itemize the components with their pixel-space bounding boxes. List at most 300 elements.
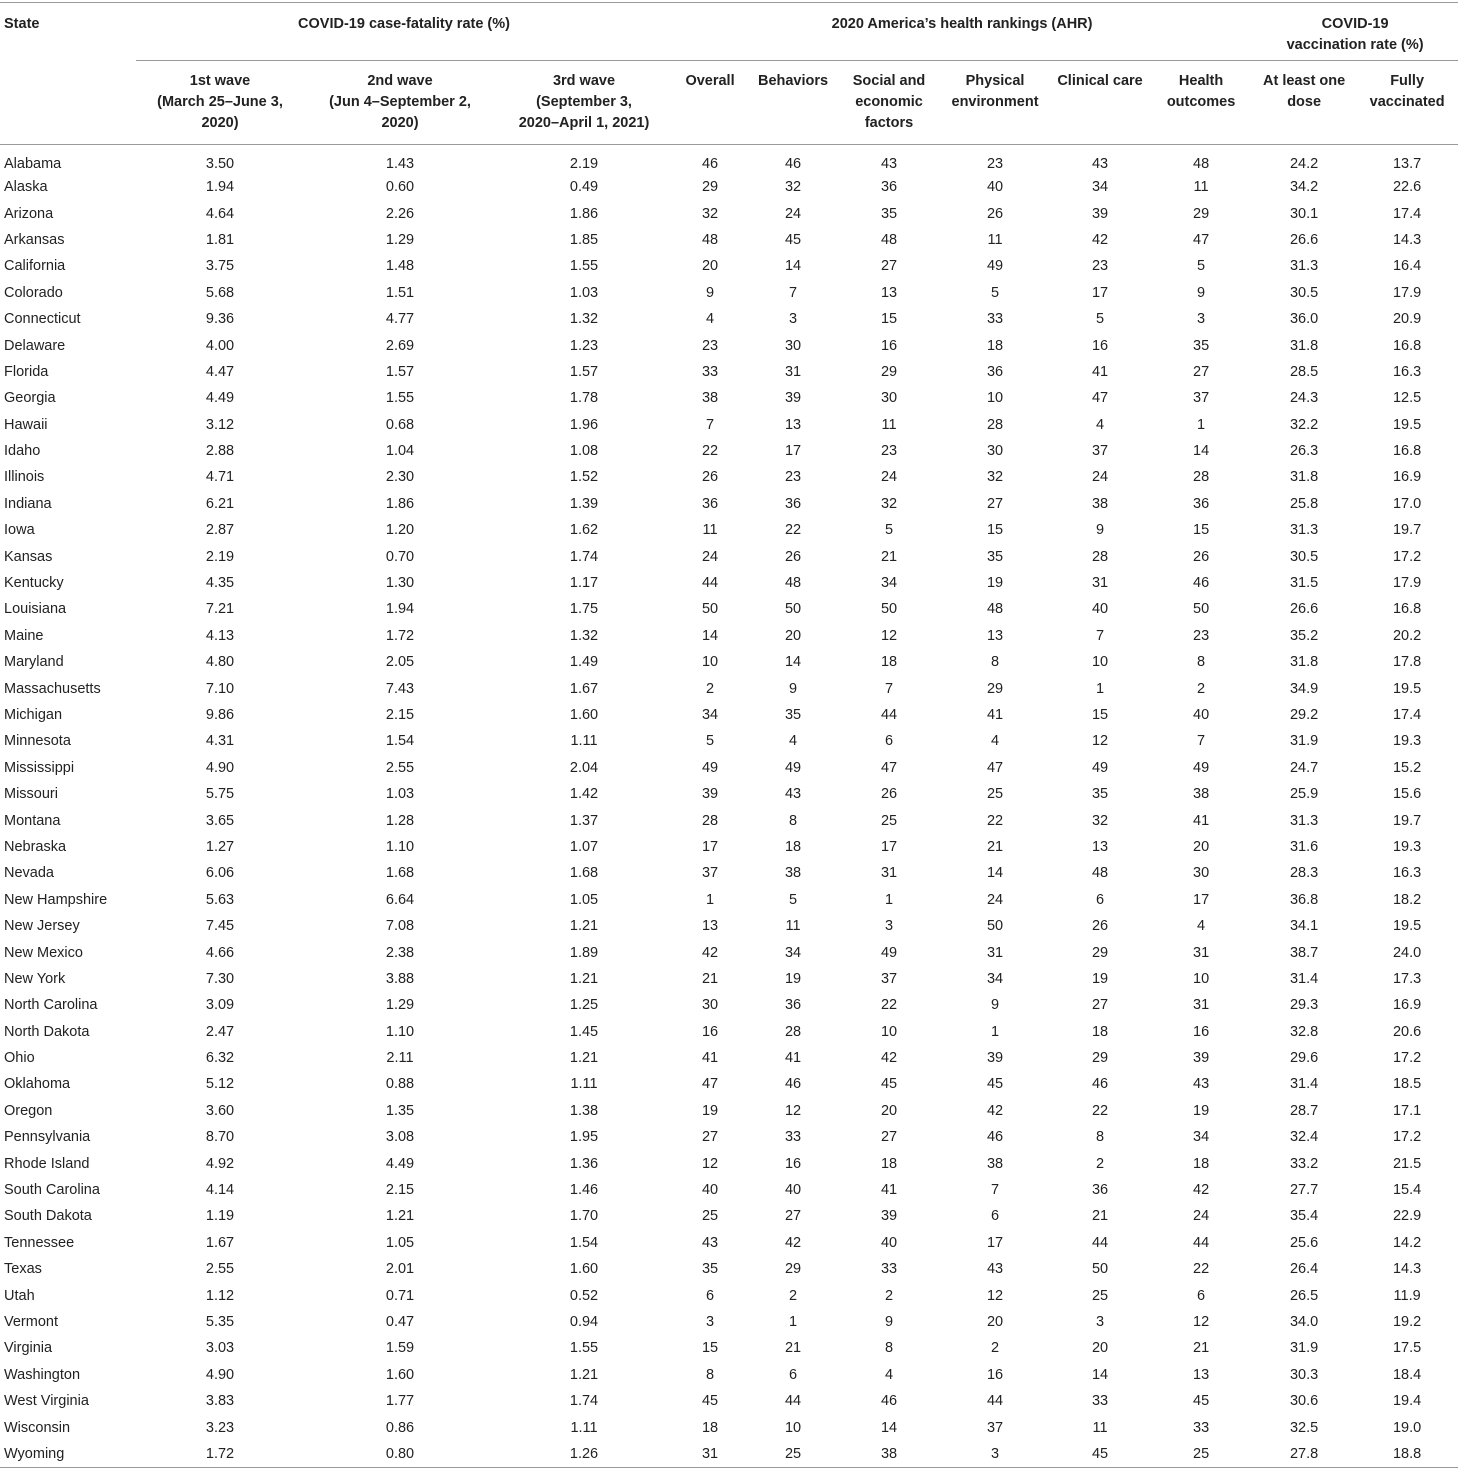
cell-wave3-cfr: 1.45 xyxy=(569,1023,599,1040)
cell-wave3-cfr: 1.86 xyxy=(569,205,599,222)
cell-wave1-cfr: 3.60 xyxy=(205,1102,235,1119)
cell-social-rank: 20 xyxy=(880,1102,898,1119)
cell-overall-rank: 8 xyxy=(705,1366,715,1383)
cell-fully-vaccinated-rate: 20.6 xyxy=(1392,1023,1422,1040)
cell-outcomes-rank: 42 xyxy=(1193,1182,1210,1199)
cell-wave1-cfr: 1.12 xyxy=(205,1287,235,1304)
cell-wave2-cfr: 1.04 xyxy=(385,443,415,460)
cell-wave1-cfr: 4.35 xyxy=(205,575,235,592)
cell-behaviors-rank: 34 xyxy=(784,944,802,961)
cell-wave2-cfr: 3.08 xyxy=(385,1129,415,1146)
cell-wave3-cfr: 1.49 xyxy=(569,654,599,671)
cell-physical-rank: 48 xyxy=(986,601,1004,618)
cell-one-dose-rate: 35.4 xyxy=(1289,1208,1319,1225)
cell-fully-vaccinated-rate: 16.9 xyxy=(1392,997,1422,1014)
cell-outcomes-rank: 50 xyxy=(1193,601,1210,618)
cell-physical-rank: 22 xyxy=(986,812,1004,829)
column-header-one-dose xyxy=(1252,61,1356,145)
cell-physical-rank: 29 xyxy=(986,680,1004,697)
cell-wave3-cfr: 1.21 xyxy=(569,970,599,987)
cell-clinical-rank: 43 xyxy=(1091,156,1109,172)
cell-outcomes-rank: 39 xyxy=(1193,1050,1210,1067)
header-line: Health xyxy=(1178,73,1224,89)
cell-one-dose-rate: 31.9 xyxy=(1289,733,1319,750)
cell-overall-rank: 16 xyxy=(701,1023,719,1040)
cell-behaviors-rank: 5 xyxy=(788,891,798,908)
cell-clinical-rank: 1 xyxy=(1095,680,1105,697)
cell-wave2-cfr: 1.30 xyxy=(385,575,415,592)
cell-outcomes-rank: 48 xyxy=(1193,156,1210,172)
cell-wave2-cfr: 1.77 xyxy=(385,1393,415,1410)
cell-overall-rank: 43 xyxy=(701,1234,719,1251)
cell-state: Hawaii xyxy=(4,416,48,433)
cell-fully-vaccinated-rate: 19.5 xyxy=(1392,680,1422,697)
cell-outcomes-rank: 31 xyxy=(1193,997,1210,1014)
cell-fully-vaccinated-rate: 16.8 xyxy=(1392,601,1422,618)
cell-overall-rank: 36 xyxy=(701,495,719,512)
cell-clinical-rank: 50 xyxy=(1091,1261,1109,1278)
cell-state: Maryland xyxy=(4,654,64,671)
table-row xyxy=(0,702,1458,728)
cell-physical-rank: 41 xyxy=(986,707,1004,723)
cell-state: South Carolina xyxy=(4,1182,100,1199)
cell-wave2-cfr: 1.21 xyxy=(385,1208,415,1225)
cell-one-dose-rate: 30.5 xyxy=(1289,548,1319,565)
cell-overall-rank: 25 xyxy=(701,1208,719,1225)
cell-clinical-rank: 12 xyxy=(1091,733,1109,750)
cell-clinical-rank: 5 xyxy=(1095,311,1105,328)
cell-physical-rank: 12 xyxy=(986,1287,1004,1304)
cell-clinical-rank: 6 xyxy=(1095,891,1105,908)
table-row xyxy=(0,1098,1458,1124)
cell-outcomes-rank: 29 xyxy=(1193,205,1210,222)
cell-physical-rank: 19 xyxy=(986,575,1004,592)
cell-wave2-cfr: 6.64 xyxy=(385,891,415,908)
cell-wave2-cfr: 1.59 xyxy=(385,1340,415,1357)
cell-clinical-rank: 20 xyxy=(1091,1340,1109,1357)
cell-clinical-rank: 16 xyxy=(1091,337,1109,354)
cell-overall-rank: 33 xyxy=(701,363,719,380)
cell-wave3-cfr: 1.38 xyxy=(569,1102,599,1119)
cell-wave1-cfr: 4.80 xyxy=(205,654,235,671)
cell-social-rank: 37 xyxy=(880,970,898,987)
cell-clinical-rank: 26 xyxy=(1091,918,1109,935)
cell-fully-vaccinated-rate: 19.3 xyxy=(1392,733,1422,750)
cell-wave2-cfr: 1.35 xyxy=(385,1102,415,1119)
cell-state: Utah xyxy=(4,1287,35,1304)
cell-one-dose-rate: 24.3 xyxy=(1289,390,1319,407)
cell-wave1-cfr: 6.32 xyxy=(205,1050,235,1067)
cell-wave2-cfr: 1.72 xyxy=(385,627,415,644)
cell-outcomes-rank: 49 xyxy=(1193,759,1210,776)
cell-wave2-cfr: 2.11 xyxy=(386,1050,414,1067)
cell-physical-rank: 34 xyxy=(986,970,1004,987)
cell-fully-vaccinated-rate: 18.2 xyxy=(1392,891,1422,908)
header-line: 3rd wave xyxy=(552,73,616,89)
cell-behaviors-rank: 14 xyxy=(784,258,802,275)
cell-wave1-cfr: 5.68 xyxy=(205,284,235,301)
cell-state: Wisconsin xyxy=(4,1419,71,1436)
table-row xyxy=(0,807,1458,833)
cell-wave1-cfr: 4.66 xyxy=(205,944,235,961)
cell-behaviors-rank: 6 xyxy=(788,1366,798,1383)
cell-overall-rank: 34 xyxy=(701,707,719,723)
cell-wave1-cfr: 5.63 xyxy=(205,891,235,908)
cell-outcomes-rank: 16 xyxy=(1193,1023,1210,1040)
data-table xyxy=(0,2,1458,1468)
cell-clinical-rank: 18 xyxy=(1091,1023,1109,1040)
cell-wave3-cfr: 1.21 xyxy=(569,918,599,935)
cell-fully-vaccinated-rate: 20.9 xyxy=(1392,311,1422,328)
cell-social-rank: 12 xyxy=(880,627,898,644)
cell-social-rank: 13 xyxy=(880,284,898,301)
cell-social-rank: 18 xyxy=(880,1155,898,1172)
cell-outcomes-rank: 13 xyxy=(1193,1366,1210,1383)
cell-wave1-cfr: 1.72 xyxy=(205,1445,235,1462)
cell-fully-vaccinated-rate: 17.2 xyxy=(1392,548,1422,565)
cell-clinical-rank: 46 xyxy=(1091,1076,1109,1093)
cell-one-dose-rate: 24.7 xyxy=(1289,759,1319,776)
cell-wave3-cfr: 0.52 xyxy=(569,1287,599,1304)
cell-overall-rank: 50 xyxy=(701,601,719,618)
table-row xyxy=(0,675,1458,701)
cell-social-rank: 27 xyxy=(880,258,898,275)
group-header-vaccination-line2: vaccination rate (%) xyxy=(1286,37,1424,53)
cell-one-dose-rate: 28.3 xyxy=(1289,865,1319,882)
cell-physical-rank: 5 xyxy=(990,284,1000,301)
cell-state: North Dakota xyxy=(4,1023,90,1040)
cell-one-dose-rate: 24.2 xyxy=(1289,156,1319,172)
cell-clinical-rank: 29 xyxy=(1091,944,1109,961)
cell-behaviors-rank: 31 xyxy=(784,363,802,380)
cell-social-rank: 39 xyxy=(880,1208,898,1225)
cell-clinical-rank: 19 xyxy=(1091,970,1109,987)
table-row xyxy=(0,1282,1458,1308)
cell-one-dose-rate: 31.4 xyxy=(1289,970,1319,987)
cell-social-rank: 14 xyxy=(880,1419,898,1436)
cell-wave3-cfr: 1.67 xyxy=(569,680,599,697)
cell-outcomes-rank: 38 xyxy=(1193,786,1210,803)
cell-fully-vaccinated-rate: 19.7 xyxy=(1392,522,1422,539)
cell-clinical-rank: 24 xyxy=(1091,469,1109,486)
cell-wave1-cfr: 3.75 xyxy=(205,258,235,275)
cell-fully-vaccinated-rate: 18.5 xyxy=(1392,1076,1422,1093)
cell-physical-rank: 49 xyxy=(986,258,1004,275)
cell-wave1-cfr: 4.31 xyxy=(205,733,235,750)
cell-overall-rank: 40 xyxy=(701,1182,719,1199)
table-row xyxy=(0,728,1458,754)
cell-physical-rank: 28 xyxy=(986,416,1004,433)
cell-behaviors-rank: 20 xyxy=(784,627,802,644)
cell-state: Oklahoma xyxy=(4,1076,71,1093)
cell-wave3-cfr: 1.74 xyxy=(569,1393,599,1410)
cell-physical-rank: 33 xyxy=(986,311,1004,328)
cell-fully-vaccinated-rate: 16.4 xyxy=(1392,258,1422,275)
column-header-wave2 xyxy=(304,61,496,145)
cell-wave3-cfr: 1.11 xyxy=(570,1419,598,1436)
cell-behaviors-rank: 19 xyxy=(784,970,802,987)
cell-physical-rank: 37 xyxy=(986,1419,1004,1436)
cell-wave2-cfr: 1.51 xyxy=(385,284,415,301)
cell-outcomes-rank: 28 xyxy=(1193,469,1210,486)
cell-one-dose-rate: 26.6 xyxy=(1289,601,1319,618)
cell-one-dose-rate: 34.1 xyxy=(1289,918,1319,935)
table-row xyxy=(0,412,1458,438)
cell-overall-rank: 29 xyxy=(701,179,719,196)
header-line: dose xyxy=(1287,94,1322,110)
cell-outcomes-rank: 6 xyxy=(1197,1287,1206,1304)
cell-one-dose-rate: 32.5 xyxy=(1289,1419,1319,1436)
cell-wave1-cfr: 2.55 xyxy=(205,1261,235,1278)
cell-wave1-cfr: 2.47 xyxy=(205,1023,235,1040)
cell-behaviors-rank: 39 xyxy=(784,390,802,407)
header-line: 2020) xyxy=(381,115,419,131)
cell-state: North Carolina xyxy=(4,997,98,1014)
group-header-health-rankings: 2020 America’s health rankings (AHR) xyxy=(672,3,1252,61)
cell-outcomes-rank: 27 xyxy=(1193,363,1210,380)
cell-wave3-cfr: 2.04 xyxy=(569,759,599,776)
cell-behaviors-rank: 49 xyxy=(784,759,802,776)
cell-wave1-cfr: 6.21 xyxy=(205,495,235,512)
cell-overall-rank: 41 xyxy=(701,1050,719,1067)
cell-fully-vaccinated-rate: 24.0 xyxy=(1392,944,1422,961)
cell-outcomes-rank: 1 xyxy=(1197,416,1206,433)
header-line: 2020–April 1, 2021) xyxy=(518,115,650,131)
cell-behaviors-rank: 42 xyxy=(784,1234,802,1251)
cell-overall-rank: 18 xyxy=(701,1419,719,1436)
cell-one-dose-rate: 31.3 xyxy=(1289,812,1319,829)
cell-wave2-cfr: 0.88 xyxy=(385,1076,415,1093)
cell-fully-vaccinated-rate: 13.7 xyxy=(1392,156,1422,172)
cell-fully-vaccinated-rate: 19.5 xyxy=(1392,416,1422,433)
cell-fully-vaccinated-rate: 14.3 xyxy=(1392,1261,1422,1278)
cell-physical-rank: 27 xyxy=(986,495,1004,512)
cell-behaviors-rank: 13 xyxy=(784,416,802,433)
cell-physical-rank: 31 xyxy=(986,944,1004,961)
cell-wave2-cfr: 1.28 xyxy=(385,812,415,829)
cell-outcomes-rank: 20 xyxy=(1193,838,1210,855)
cell-social-rank: 32 xyxy=(880,495,898,512)
cell-overall-rank: 23 xyxy=(701,337,719,354)
header-line: vaccinated xyxy=(1369,94,1445,110)
cell-wave1-cfr: 4.92 xyxy=(205,1155,235,1172)
cell-wave1-cfr: 8.70 xyxy=(205,1129,235,1146)
cell-one-dose-rate: 27.8 xyxy=(1289,1445,1319,1462)
cell-wave1-cfr: 1.19 xyxy=(205,1208,235,1225)
cell-wave1-cfr: 1.27 xyxy=(205,838,235,855)
cell-overall-rank: 21 xyxy=(701,970,719,987)
cell-wave1-cfr: 2.87 xyxy=(205,522,235,539)
table-row xyxy=(0,227,1458,253)
cell-outcomes-rank: 11 xyxy=(1193,179,1209,196)
table-row xyxy=(0,1203,1458,1229)
table-row xyxy=(0,860,1458,886)
cell-social-rank: 26 xyxy=(880,786,898,803)
cell-outcomes-rank: 46 xyxy=(1193,575,1210,592)
cell-fully-vaccinated-rate: 18.4 xyxy=(1392,1366,1422,1383)
cell-one-dose-rate: 34.0 xyxy=(1289,1313,1319,1330)
cell-fully-vaccinated-rate: 19.3 xyxy=(1392,838,1422,855)
table-row xyxy=(0,1124,1458,1150)
cell-wave3-cfr: 1.21 xyxy=(569,1366,599,1383)
cell-wave2-cfr: 1.68 xyxy=(385,865,415,882)
cell-wave3-cfr: 1.60 xyxy=(569,1261,599,1278)
cell-behaviors-rank: 21 xyxy=(784,1340,802,1357)
cell-overall-rank: 37 xyxy=(701,865,719,882)
cell-wave1-cfr: 4.90 xyxy=(205,759,235,776)
cell-physical-rank: 23 xyxy=(986,156,1004,172)
cell-wave2-cfr: 7.08 xyxy=(385,918,415,935)
cell-wave2-cfr: 4.49 xyxy=(385,1155,415,1172)
cell-state: Missouri xyxy=(4,786,58,803)
cell-wave2-cfr: 0.68 xyxy=(385,416,415,433)
cell-behaviors-rank: 43 xyxy=(784,786,802,803)
cell-fully-vaccinated-rate: 17.2 xyxy=(1392,1050,1422,1067)
cell-wave2-cfr: 1.57 xyxy=(385,363,415,380)
cell-overall-rank: 9 xyxy=(705,284,715,301)
table-row xyxy=(0,1441,1458,1467)
group-header-vaccination xyxy=(1252,3,1458,61)
cell-overall-rank: 45 xyxy=(701,1393,719,1410)
cell-fully-vaccinated-rate: 18.8 xyxy=(1392,1445,1422,1462)
cell-wave3-cfr: 1.25 xyxy=(569,997,599,1014)
cell-wave2-cfr: 3.88 xyxy=(385,970,415,987)
cell-overall-rank: 48 xyxy=(701,231,719,248)
cell-wave3-cfr: 1.32 xyxy=(569,627,599,644)
cell-wave3-cfr: 1.55 xyxy=(569,1340,599,1357)
table-row xyxy=(0,1414,1458,1440)
cell-wave2-cfr: 2.15 xyxy=(385,1182,415,1199)
cell-clinical-rank: 33 xyxy=(1091,1393,1109,1410)
cell-one-dose-rate: 30.1 xyxy=(1289,205,1319,222)
cell-social-rank: 47 xyxy=(880,759,898,776)
cell-wave3-cfr: 1.96 xyxy=(569,416,599,433)
cell-clinical-rank: 38 xyxy=(1091,495,1109,512)
cell-outcomes-rank: 41 xyxy=(1193,812,1210,829)
cell-one-dose-rate: 29.2 xyxy=(1289,707,1319,723)
column-header-health-outcomes xyxy=(1150,61,1252,145)
cell-social-rank: 22 xyxy=(880,997,898,1014)
cell-state: Arizona xyxy=(4,205,54,222)
cell-state: Illinois xyxy=(4,469,45,486)
cell-fully-vaccinated-rate: 16.3 xyxy=(1392,865,1422,882)
cell-overall-rank: 1 xyxy=(705,891,715,908)
cell-one-dose-rate: 25.6 xyxy=(1289,1234,1319,1251)
cell-wave1-cfr: 2.88 xyxy=(205,443,235,460)
cell-state: California xyxy=(4,258,66,275)
cell-wave1-cfr: 4.90 xyxy=(205,1366,235,1383)
cell-outcomes-rank: 2 xyxy=(1197,680,1206,697)
cell-behaviors-rank: 16 xyxy=(784,1155,802,1172)
cell-overall-rank: 4 xyxy=(705,311,715,328)
group-header-vaccination-line1: COVID-19 xyxy=(1321,16,1389,32)
cell-clinical-rank: 27 xyxy=(1091,997,1109,1014)
cell-one-dose-rate: 31.8 xyxy=(1289,469,1319,486)
cell-state: Alaska xyxy=(4,179,48,196)
cell-fully-vaccinated-rate: 17.9 xyxy=(1392,284,1422,301)
cell-outcomes-rank: 33 xyxy=(1193,1419,1210,1436)
cell-social-rank: 17 xyxy=(880,838,898,855)
table-row xyxy=(0,385,1458,411)
cell-wave3-cfr: 1.78 xyxy=(569,390,599,407)
cell-state: Florida xyxy=(4,363,49,380)
cell-fully-vaccinated-rate: 15.2 xyxy=(1392,759,1422,776)
cell-physical-rank: 26 xyxy=(986,205,1004,222)
cell-physical-rank: 18 xyxy=(986,337,1004,354)
cell-state: Nebraska xyxy=(4,838,67,855)
cell-fully-vaccinated-rate: 14.2 xyxy=(1392,1234,1422,1251)
cell-behaviors-rank: 26 xyxy=(784,548,802,565)
cell-wave1-cfr: 1.81 xyxy=(205,231,235,248)
cell-outcomes-rank: 4 xyxy=(1197,918,1206,935)
header-line: factors xyxy=(864,115,914,131)
cell-physical-rank: 17 xyxy=(986,1234,1004,1251)
cell-wave2-cfr: 2.30 xyxy=(385,469,415,486)
cell-wave1-cfr: 6.06 xyxy=(205,865,235,882)
cell-clinical-rank: 36 xyxy=(1091,1182,1109,1199)
header-line: (September 3, xyxy=(536,94,632,110)
cell-wave2-cfr: 1.60 xyxy=(385,1366,415,1383)
cell-overall-rank: 19 xyxy=(701,1102,719,1119)
cell-wave1-cfr: 1.67 xyxy=(205,1234,235,1251)
cell-social-rank: 50 xyxy=(880,601,898,618)
cell-behaviors-rank: 7 xyxy=(788,284,798,301)
cell-fully-vaccinated-rate: 17.5 xyxy=(1392,1340,1422,1357)
table-row xyxy=(0,913,1458,939)
cell-behaviors-rank: 4 xyxy=(788,733,798,750)
cell-wave1-cfr: 4.13 xyxy=(205,627,235,644)
cell-fully-vaccinated-rate: 17.3 xyxy=(1392,970,1422,987)
cell-behaviors-rank: 18 xyxy=(784,838,802,855)
cell-clinical-rank: 48 xyxy=(1091,865,1109,882)
cell-social-rank: 44 xyxy=(880,707,898,723)
table-row xyxy=(0,332,1458,358)
cell-wave2-cfr: 2.55 xyxy=(385,759,415,776)
cell-behaviors-rank: 28 xyxy=(784,1023,802,1040)
table-row xyxy=(0,1150,1458,1176)
cell-social-rank: 21 xyxy=(880,548,898,565)
cell-physical-rank: 9 xyxy=(990,997,1000,1014)
cell-behaviors-rank: 45 xyxy=(784,231,802,248)
cell-wave2-cfr: 1.10 xyxy=(385,1023,415,1040)
table-row xyxy=(0,1177,1458,1203)
cell-wave3-cfr: 1.17 xyxy=(569,575,599,592)
cell-wave3-cfr: 1.85 xyxy=(569,231,599,248)
cell-clinical-rank: 23 xyxy=(1091,258,1109,275)
table-row xyxy=(0,1256,1458,1282)
cell-wave2-cfr: 1.54 xyxy=(385,733,415,750)
cell-wave3-cfr: 1.39 xyxy=(569,495,599,512)
cell-behaviors-rank: 36 xyxy=(784,495,802,512)
cell-outcomes-rank: 40 xyxy=(1193,707,1210,723)
cell-social-rank: 8 xyxy=(884,1340,894,1357)
cell-physical-rank: 42 xyxy=(986,1102,1004,1119)
cell-wave1-cfr: 2.19 xyxy=(205,548,235,565)
cell-state: Idaho xyxy=(4,443,41,460)
cell-behaviors-rank: 8 xyxy=(788,812,798,829)
cell-wave1-cfr: 3.65 xyxy=(205,812,235,829)
cell-wave3-cfr: 1.21 xyxy=(569,1050,599,1067)
cell-wave2-cfr: 1.86 xyxy=(385,495,415,512)
cell-social-rank: 33 xyxy=(880,1261,898,1278)
cell-overall-rank: 7 xyxy=(705,416,715,433)
cell-wave3-cfr: 1.03 xyxy=(569,284,599,301)
cell-clinical-rank: 10 xyxy=(1091,654,1109,671)
cell-physical-rank: 24 xyxy=(986,891,1004,908)
cell-outcomes-rank: 30 xyxy=(1193,865,1210,882)
cell-outcomes-rank: 26 xyxy=(1193,548,1210,565)
group-header-case-fatality: COVID-19 case-fatality rate (%) xyxy=(136,3,672,61)
